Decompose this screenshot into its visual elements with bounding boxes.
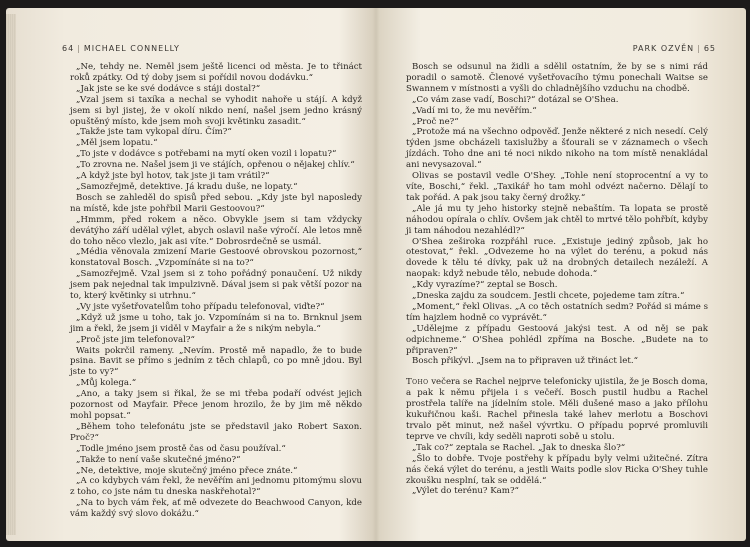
page-edges — [6, 14, 16, 535]
left-page-text — [70, 62, 362, 520]
paragraph: „Vy jste vyšetřovatelům toho případu telefonoval, viďte?“ — [76, 301, 325, 312]
paragraph: „Protože má na všechno odpověď. Jenže některé z nich nesedí. Celý týden jsme obcházeli taxislužby a šťourali se v záznamech o všech jízdách. Toho dne ani té noci nikdo nikoho na tom místě nenakládal ani nevysazoval.“ — [406, 127, 708, 171]
paragraph: „Moment,“ řekl Olivas. „A co těch ostatních sedm? Pořád si máme s tím hajzlem hodně co vyprávět.“ — [406, 301, 708, 323]
paragraph: „Ano, a taky jsem si řikal, že se mi třeba podaří odvést jejich pozornost od Mayfair. Přece jenom hrozilo, že by jim mě někdo mohl popsat.“ — [70, 389, 362, 421]
paragraph: „To jste v dodávce s potřebami na mytí oken vozil i lopatu?“ — [76, 149, 337, 160]
paragraph: „A když jste byl hotov, tak jste ji tam vrátil?“ — [76, 171, 270, 182]
paragraph: „Ale já mu ty jeho historky stejně nebaštím. Ta lopata se prostě náhodou opírala o chlív. Ovšem jak chtěl to mrtvé tělo pohřbít, kdyby ji tam náhodou nezahlédl?“ — [406, 203, 708, 236]
paragraph: „Samozřejmě. Vzal jsem si z toho pořádný ponaučení. Už nikdy jsem pak nejednal tak impulzivně. Dával jsem si pak větší pozor na to, který květinky si utrhnu.“ — [70, 269, 362, 302]
left-running-head — [62, 44, 180, 53]
paragraph: „Udělejme z případu Gestoová jakýsi test. A od něj se pak odpichneme.“ O'Shea pohlédl zpříma na Bosche. „Budete na to připraven?“ — [406, 323, 708, 356]
paragraph: „Todle jméno jsem prostě čas od času používal.“ — [76, 443, 286, 454]
paragraph: „Ne, tehdy ne. Neměl jsem ještě licenci od města. Je to třináct roků zpátky. Od tý doby jsem si pořídil novou dodávku.“ — [70, 62, 362, 83]
paragraph: „To zrovna ne. Našel jsem ji ve stájích, opřenou o nějakej chlív.“ — [76, 160, 355, 171]
paragraph: „Ne, detektive, moje skutečný jméno přece znáte.“ — [76, 465, 298, 476]
paragraph: „Proč jste jim telefonoval?“ — [76, 334, 195, 345]
paragraph: „Co vám zase vadí, Boschi?“ dotázal se O'Shea. — [412, 94, 619, 105]
left-page-number: 64 — [62, 44, 75, 53]
paragraph: Bosch přikývl. „Jsem na to připraven už třináct let.“ — [412, 356, 638, 367]
paragraph: „Výlet do terénu? Kam?“ — [412, 486, 519, 497]
paragraph: „Když už jsme u toho, tak jo. Vzpomínám si na to. Brnknul jsem jim a řekl, že jsem ji viděl v Mayfair a že s nikým nebyla.“ — [70, 312, 362, 334]
right-page-text — [406, 62, 708, 497]
book-spread — [6, 8, 746, 541]
paragraph: „Takže jste tam vykopal díru. Čím?“ — [76, 127, 232, 138]
paragraph: Toho večera se Rachel nejprve telefonicky ujistila, že je Bosch doma, a pak k němu přijela i s večeří. Bosch pustil hudbu a Rachel prostřela talíře na jídelním stole. Měli dušené maso a jako přílohu kukuřičnou kaši. Rachel přinesla také lahev merlotu a Boschovi trvalo pět minut, než našel vývrtku. O případu poprvé promluvili teprve ve chvíli, kdy seděli naproti sobě u stolu. — [406, 377, 708, 442]
paragraph: „Tak co?“ zeptala se Rachel. „Jak to dneska šlo?“ — [412, 442, 626, 453]
paragraph: „Během toho telefonátu jste se představil jako Robert Saxon. Proč?“ — [70, 421, 362, 443]
paragraph: „Na to bych vám řek, ať mě odvezete do Beachwood Canyon, kde vám každý svý slovo dokážu.“ — [70, 498, 362, 520]
paragraph: „Můj kolega.“ — [76, 378, 137, 389]
paragraph: „Hmmm, před rokem a něco. Obvykle jsem si tam vždycky devátýho září udělal výlet, abych oslavil naše výročí. Ale letos mně do toho něco vlezlo, jak asi víte.“ Dobrosrdečně se usmál. — [70, 214, 362, 247]
paragraph: „Takže to není vaše skutečné jméno?“ — [76, 454, 241, 465]
paragraph: Waits pokrčil rameny. „Nevím. Prostě mě napadlo, že to bude psina. Bavit se přímo s jedním z těch chlapů, co po mně jdou. Byl jste to vy?“ — [70, 345, 362, 378]
right-running-head-title: PARK OZVĚN — [632, 44, 695, 53]
left-running-head-author: MICHAEL CONNELLY — [83, 44, 180, 53]
right-page-number: 65 — [703, 44, 716, 53]
paragraph: „Dneska zajdu za soudcem. Jestli chcete, pojedeme tam zítra.“ — [412, 291, 685, 302]
paragraph: „Kdy vyrazíme?“ zeptal se Bosch. — [412, 280, 558, 291]
paragraph: „Jak jste se ke své dodávce s stáji dostal?“ — [76, 83, 261, 94]
paragraph: O'Shea zeširoka rozpřáhl ruce. „Existuje jediný způsob, jak ho otestovat,“ řekl. „Odvezeme ho na výlet do terénu, a pokud nás dovede k tělu té dívky, pak už na drobných detailech nezáleží. A naopak: když nebude tělo, nebude dohoda.“ — [406, 236, 708, 280]
paragraph: „Měl jsem lopatu.“ — [76, 138, 158, 149]
running-head-separator: | — [77, 44, 81, 53]
paragraph: „Proč ne?“ — [412, 116, 459, 127]
paragraph: Bosch se odsunul na židli a sdělil ostatním, že by se s nimi rád poradil o samotě. Členové vyšetřovacího týmu ponechali Waitse se Swannem v místnosti a vyšli do chladnějšího vzduchu na chodbě. — [406, 62, 708, 94]
paragraph: „Samozřejmě, detektive. Já kradu duše, ne lopaty.“ — [76, 181, 298, 192]
paragraph: Olivas se postavil vedle O'Shey. „Tohle není stoprocentní a vy to víte, Boschi,“ řekl. „Taxikář ho tam mohl odvézt načerno. Dělají to tak pořád. A pak jsou taky černý drožky.“ — [406, 171, 708, 203]
paragraph: „Média věnovala zmizení Marie Gestoové obrovskou pozornost,“ konstatoval Bosch. „Vzpomínáte si na to?“ — [70, 247, 362, 269]
paragraph: „Vzal jsem si taxíka a nechal se vyhodit nahoře u stájí. A když jsem si byl jistej, že v okolí nikdo není, našel jsem jedno krásný opuštěný místo, kde jsem moh svoji květinku zasadit.“ — [70, 94, 362, 127]
paragraph: „Vadí mi to, že mu nevěřím.“ — [412, 105, 537, 116]
paragraph: Bosch se zahleděl do spisů před sebou. „Kdy jste byl naposledy na místě, kde jste pohřbil Marii Gestoovou?“ — [70, 192, 362, 214]
section-opening-word: Toho — [406, 377, 429, 388]
paragraph: „Šlo to dobře. Tvoje postřehy k případu byly velmi užitečné. Zítra nás čeká výlet do terénu, a jestli Waits podle slov Ricka O'Shey tuhle zkoušku nesplní, tak se oddělá.“ — [406, 453, 708, 486]
paragraph: „A co kdybych vám řekl, že nevěřím ani jednomu pitomýmu slovu z toho, co jste nám tu dneska naskřehotal?“ — [70, 476, 362, 498]
right-running-head — [633, 44, 716, 53]
running-head-separator: | — [697, 44, 701, 53]
